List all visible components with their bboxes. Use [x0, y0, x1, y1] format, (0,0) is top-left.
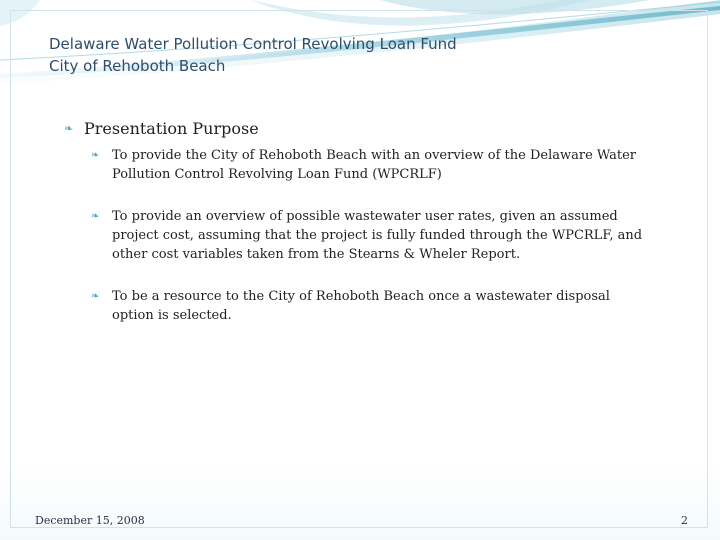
page-number: 2 — [681, 514, 688, 527]
bullet-item-text: To provide the City of Rehoboth Beach with an overview of the Delaware Water Pollution Control Revolving Loan Fund (WPCRLF) — [112, 148, 637, 182]
fleuron-bullet-icon: ❧ — [64, 122, 74, 135]
slide-title — [49, 33, 549, 77]
bullet-heading — [64, 117, 664, 141]
bullet-item — [91, 146, 652, 184]
bullet-list — [64, 117, 664, 325]
fleuron-bullet-icon: ❧ — [91, 291, 100, 302]
bullet-item — [91, 207, 652, 264]
fleuron-bullet-icon: ❧ — [91, 150, 100, 161]
footer-date: December 15, 2008 — [35, 514, 145, 527]
title-line-1: Delaware Water Pollution Control Revolving Loan Fund — [49, 35, 457, 53]
bullet-item — [91, 287, 652, 325]
bullet-heading-text: Presentation Purpose — [84, 119, 259, 138]
bullet-item-text: To provide an overview of possible wastewater user rates, given an assumed project cost, assuming that the project is fully funded through the WPCRLF, and other cost variables taken from the Stearns & Wheler Report. — [112, 209, 643, 262]
title-line-2: City of Rehoboth Beach — [49, 57, 226, 75]
bullet-item-text: To be a resource to the City of Rehoboth Beach once a wastewater disposal option is selected. — [112, 289, 610, 323]
fleuron-bullet-icon: ❧ — [91, 211, 100, 222]
